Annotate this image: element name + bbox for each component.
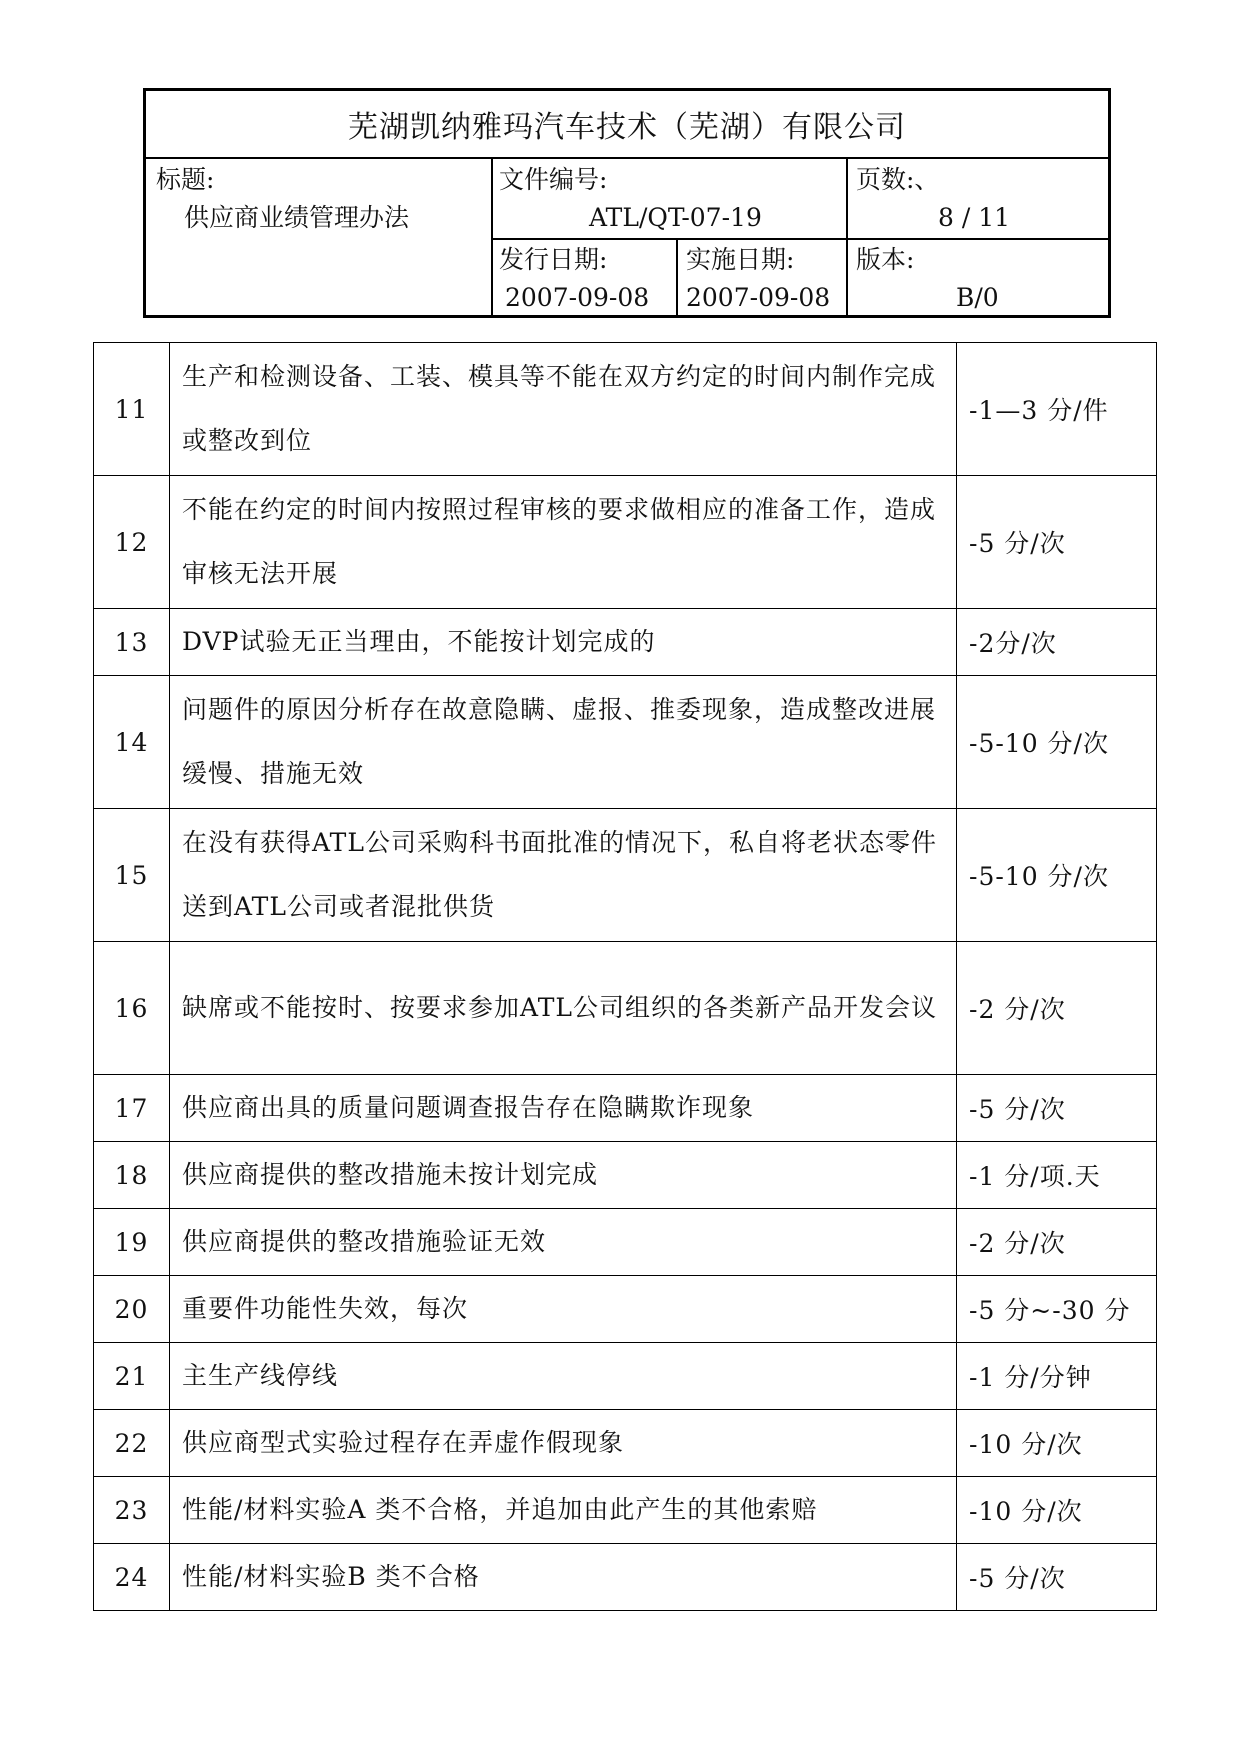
issue-date-label: 发行日期: [499,245,608,274]
row-description: 供应商出具的质量问题调查报告存在隐瞒欺诈现象 [170,1075,957,1142]
row-description: 在没有获得ATL公司采购科书面批准的情况下，私自将老状态零件送到ATL公司或者混批供货 [170,809,957,942]
table-row [94,476,1157,609]
row-description: 缺席或不能按时、按要求参加ATL公司组织的各类新产品开发会议 [170,942,957,1075]
row-description: 性能/材料实验A 类不合格，并追加由此产生的其他索赔 [170,1477,957,1544]
row-number: 22 [94,1410,170,1477]
row-number: 15 [94,809,170,942]
row-score: -1—3 分/件 [957,343,1157,476]
pages-value: 8 / 11 [938,203,1011,232]
version-cell [856,241,1106,317]
header-divider [491,238,1111,240]
table-row [94,1477,1157,1544]
row-number: 17 [94,1075,170,1142]
table-row [94,343,1157,476]
row-score: -2 分/次 [957,942,1157,1075]
title-label: 标题: [156,165,215,194]
version-value: B/0 [956,283,999,312]
table-row [94,1209,1157,1276]
pages-label: 页数:、 [856,165,940,194]
row-score: -1 分/项.天 [957,1142,1157,1209]
pages-cell [856,161,1106,237]
version-label: 版本: [856,245,915,274]
row-score: -1 分/分钟 [957,1343,1157,1410]
row-description: 性能/材料实验B 类不合格 [170,1544,957,1611]
document-header [143,88,1111,318]
row-description: 问题件的原因分析存在故意隐瞒、虚报、推委现象，造成整改进展缓慢、措施无效 [170,676,957,809]
row-score: -5 分/次 [957,1075,1157,1142]
table-row [94,1276,1157,1343]
title-cell [156,161,486,237]
row-description: 不能在约定的时间内按照过程审核的要求做相应的准备工作，造成审核无法开展 [170,476,957,609]
table-row [94,1075,1157,1142]
row-description: 供应商型式实验过程存在弄虚作假现象 [170,1410,957,1477]
row-score: -5-10 分/次 [957,809,1157,942]
row-description: 供应商提供的整改措施验证无效 [170,1209,957,1276]
row-description: DVP试验无正当理由，不能按计划完成的 [170,609,957,676]
row-number: 13 [94,609,170,676]
row-score: -2 分/次 [957,1209,1157,1276]
row-number: 23 [94,1477,170,1544]
table-row [94,1343,1157,1410]
row-score: -5 分/次 [957,476,1157,609]
table-row [94,1142,1157,1209]
row-score: -5 分~-30 分 [957,1276,1157,1343]
issue-date-cell [499,241,674,317]
row-score: -2分/次 [957,609,1157,676]
doc-no-cell [499,161,839,237]
row-score: -10 分/次 [957,1477,1157,1544]
row-number: 14 [94,676,170,809]
row-number: 18 [94,1142,170,1209]
title-value: 供应商业绩管理办法 [184,203,410,232]
table-row [94,809,1157,942]
table-row [94,609,1157,676]
row-score: -5-10 分/次 [957,676,1157,809]
row-description: 供应商提供的整改措施未按计划完成 [170,1142,957,1209]
table-row [94,1544,1157,1611]
doc-no-label: 文件编号: [499,165,608,194]
table-row [94,676,1157,809]
table-row [94,942,1157,1075]
header-divider [676,239,678,318]
row-score: -5 分/次 [957,1544,1157,1611]
row-score: -10 分/次 [957,1410,1157,1477]
effective-date-value: 2007-09-08 [686,283,831,312]
row-description: 主生产线停线 [170,1343,957,1410]
row-number: 12 [94,476,170,609]
row-number: 24 [94,1544,170,1611]
effective-date-label: 实施日期: [686,245,795,274]
row-number: 11 [94,343,170,476]
scoring-table [93,342,1157,1611]
row-number: 19 [94,1209,170,1276]
company-name: 芜湖凯纳雅玛汽车技术（芜湖）有限公司 [146,91,1108,159]
row-description: 重要件功能性失效，每次 [170,1276,957,1343]
row-number: 20 [94,1276,170,1343]
issue-date-value: 2007-09-08 [505,283,650,312]
table-row [94,1410,1157,1477]
row-number: 21 [94,1343,170,1410]
row-number: 16 [94,942,170,1075]
effective-date-cell [686,241,846,317]
row-description: 生产和检测设备、工装、模具等不能在双方约定的时间内制作完成或整改到位 [170,343,957,476]
doc-no-value: ATL/QT-07-19 [589,203,762,232]
